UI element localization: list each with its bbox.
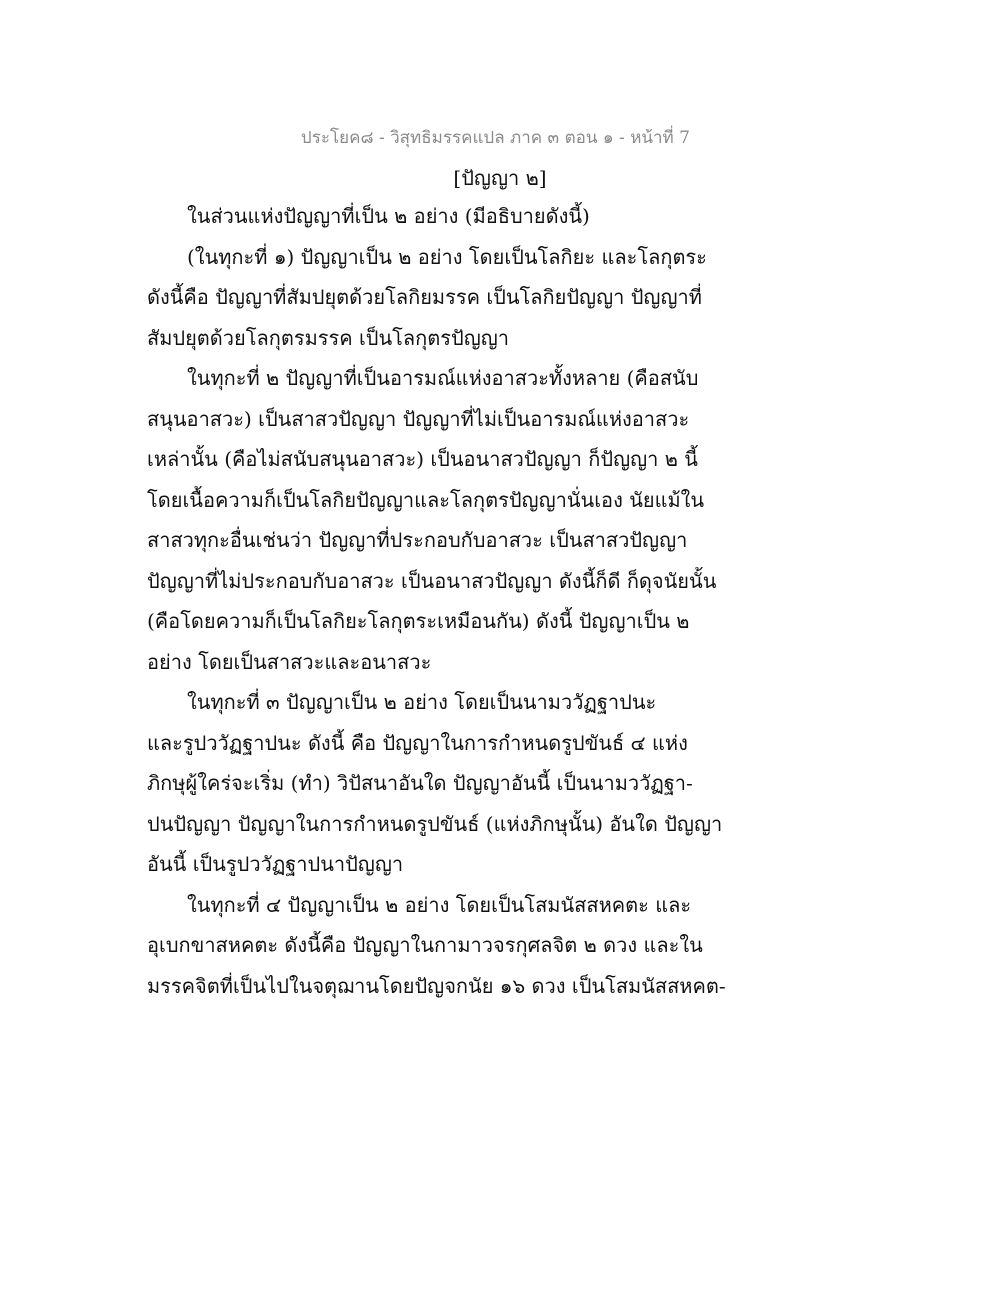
text-line: อันนี้ เป็นรูปววัฏฐาปนาปัญญา <box>147 852 404 876</box>
text-line: โดยเนื้อความก็เป็นโลกิยปัญญาและโลกุตรปัญญานั่นเอง นัยแม้ใน <box>147 487 705 512</box>
text-line: และรูปววัฏฐาปนะ ดังนี้ คือ ปัญญาในการกำหนดรูปขันธ์ ๔ แห่ง <box>147 730 688 755</box>
text-line: ปัญญาที่ไม่ประกอบกับอาสวะ เป็นอนาสวปัญญา ดังนี้ก็ดี ก็ดุจนัยนั้น <box>147 568 717 593</box>
text-line: ในส่วนแห่งปัญญาที่เป็น ๒ อย่าง (มีอธิบายดังนี้) <box>187 204 590 228</box>
text-line: (ในทุกะที่ ๑) ปัญญาเป็น ๒ อย่าง โดยเป็นโลกิยะ และโลกุตระ <box>187 244 707 269</box>
text-line: สาสวทุกะอื่นเช่นว่า ปัญญาที่ประกอบกับอาสวะ เป็นสาสวปัญญา <box>147 528 688 552</box>
text-line: อย่าง โดยเป็นสาสวะและอนาสวะ <box>147 649 432 674</box>
running-header: ประโยค๘ - วิสุทธิมรรคแปล ภาค ๓ ตอน ๑ - หน้าที่ 7 <box>300 128 690 148</box>
text-line: ในทุกะที่ ๒ ปัญญาที่เป็นอารมณ์แห่งอาสวะทั้งหลาย (คือสนับ <box>187 366 699 390</box>
text-line: ภิกษุผู้ใคร่จะเริ่ม (ทำ) วิปัสนาอันใด ปัญญาอันนี้ เป็นนามววัฏฐา- <box>147 771 693 795</box>
text-line: ในทุกะที่ ๔ ปัญญาเป็น ๒ อย่าง โดยเป็นโสมนัสสหคตะ และ <box>187 892 692 917</box>
text-line: สนุนอาสวะ) เป็นสาสวปัญญา ปัญญาที่ไม่เป็นอารมณ์แห่งอาสวะ <box>147 406 690 431</box>
text-line: ดังนี้คือ ปัญญาที่สัมปยุตด้วยโลกิยมรรค เป็นโลกิยปัญญา ปัญญาที่ <box>147 285 702 309</box>
text-line: ปนปัญญา ปัญญาในการกำหนดรูปขันธ์ (แห่งภิกษุนั้น) อันใด ปัญญา <box>147 811 723 836</box>
text-line: (คือโดยความก็เป็นโลกิยะโลกุตระเหมือนกัน) ดังนี้ ปัญญาเป็น ๒ <box>147 609 690 633</box>
text-line: สัมปยุตด้วยโลกุตรมรรค เป็นโลกุตรปัญญา <box>147 325 510 350</box>
text-line: เหล่านั้น (คือไม่สนับสนุนอาสวะ) เป็นอนาสวปัญญา ก็ปัญญา ๒ นี้ <box>147 447 698 471</box>
body-text <box>147 196 726 1006</box>
text-line: ในทุกะที่ ๓ ปัญญาเป็น ๒ อย่าง โดยเป็นนามววัฏฐาปนะ <box>187 690 657 714</box>
section-title: [ปัญญา ๒] <box>453 166 547 190</box>
text-line: อุเบกขาสหคตะ ดังนี้คือ ปัญญาในกามาวจรกุศลจิต ๒ ดวง และใน <box>147 933 703 957</box>
text-line: มรรคจิตที่เป็นไปในจตุฌานโดยปัญจกนัย ๑๖ ดวง เป็นโสมนัสสหคต- <box>147 973 726 998</box>
